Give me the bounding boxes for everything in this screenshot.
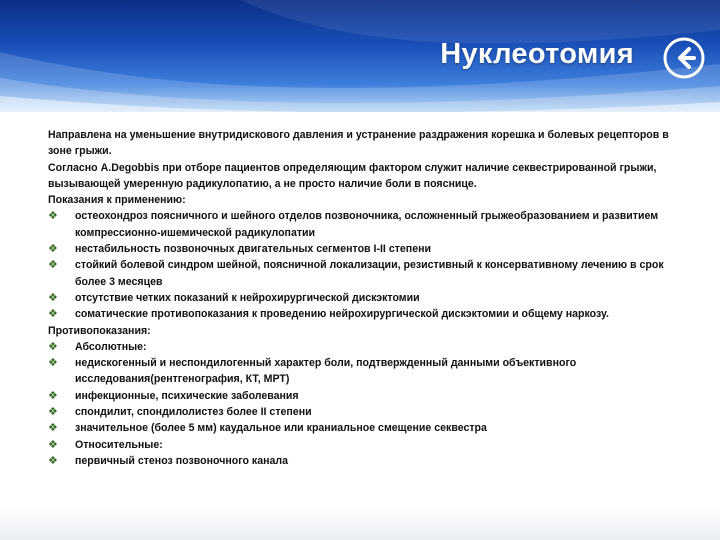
diamond-bullet-icon: ❖	[48, 308, 58, 321]
list-item-text: соматические противопоказания к проведению нейрохирургической дискэктомии и общему наркозу.	[75, 308, 609, 321]
list-item-text: значительное (более 5 мм) каудальное или краниальное смещение секвестра	[75, 422, 487, 435]
arrow-left-circle-icon	[662, 36, 706, 80]
contraindications-list	[48, 339, 678, 469]
diamond-bullet-icon: ❖	[48, 357, 58, 370]
contraindications-heading: Противопоказания:	[48, 324, 151, 337]
back-button[interactable]	[662, 36, 706, 80]
list-item-text: Абсолютные:	[75, 340, 147, 353]
list-item	[48, 437, 678, 453]
footer-fade-decoration	[0, 504, 720, 540]
slide-header	[0, 0, 720, 112]
indications-heading: Показания к применению:	[48, 194, 186, 207]
diamond-bullet-icon: ❖	[48, 259, 58, 272]
list-item	[48, 388, 678, 404]
list-item-text: остеохондроз поясничного и шейного отделов позвоночника, осложненный грыжеобразованием и развитием компрессионно-ишемической радикулопатии	[75, 210, 659, 239]
diamond-bullet-icon: ❖	[48, 291, 58, 304]
list-item-text: инфекционные, психические заболевания	[75, 389, 299, 402]
indications-list	[48, 208, 678, 322]
intro-paragraph: Направлена на уменьшение внутридискового давления и устранение раздражения корешка и болевых рецепторов в зоне грыжи.	[48, 129, 669, 158]
slide-body	[48, 127, 678, 469]
diamond-bullet-icon: ❖	[48, 422, 58, 435]
diamond-bullet-icon: ❖	[48, 210, 58, 223]
list-item	[48, 306, 678, 322]
list-item-text: стойкий болевой синдром шейной, поясничной локализации, резистивный к консервативному лечению в срок более 3 месяцев	[75, 259, 664, 288]
diamond-bullet-icon: ❖	[48, 454, 58, 467]
list-item	[48, 290, 678, 306]
diamond-bullet-icon: ❖	[48, 340, 58, 353]
list-item	[48, 355, 678, 388]
list-item-text: недискогенный и неспондилогенный характер боли, подтвержденный данными объективного исследования(рентгенография, КТ, МРТ)	[75, 357, 577, 386]
diamond-bullet-icon: ❖	[48, 389, 58, 402]
list-item	[48, 257, 678, 290]
list-item	[48, 453, 678, 469]
list-item	[48, 208, 678, 241]
list-item	[48, 241, 678, 257]
list-item	[48, 404, 678, 420]
degobbis-paragraph: Согласно A.Degobbis при отборе пациентов определяющим фактором служит наличие секвестрированной грыжи, вызывающей умеренную радикулопатию, а не просто наличие боли в пояснице.	[48, 161, 657, 190]
list-item-text: первичный стеноз позвоночного канала	[75, 454, 289, 467]
diamond-bullet-icon: ❖	[48, 243, 58, 256]
list-item-text: Относительные:	[75, 438, 163, 451]
list-item-text: отсутствие четких показаний к нейрохирургической дискэктомии	[75, 291, 420, 304]
list-item	[48, 339, 678, 355]
list-item-text: нестабильность позвоночных двигательных сегментов I-II степени	[75, 243, 431, 256]
diamond-bullet-icon: ❖	[48, 438, 58, 451]
list-item	[48, 420, 678, 436]
diamond-bullet-icon: ❖	[48, 406, 58, 419]
slide-title: Нуклеотомия	[440, 38, 634, 70]
list-item-text: спондилит, спондилолистез более II степени	[75, 406, 312, 419]
